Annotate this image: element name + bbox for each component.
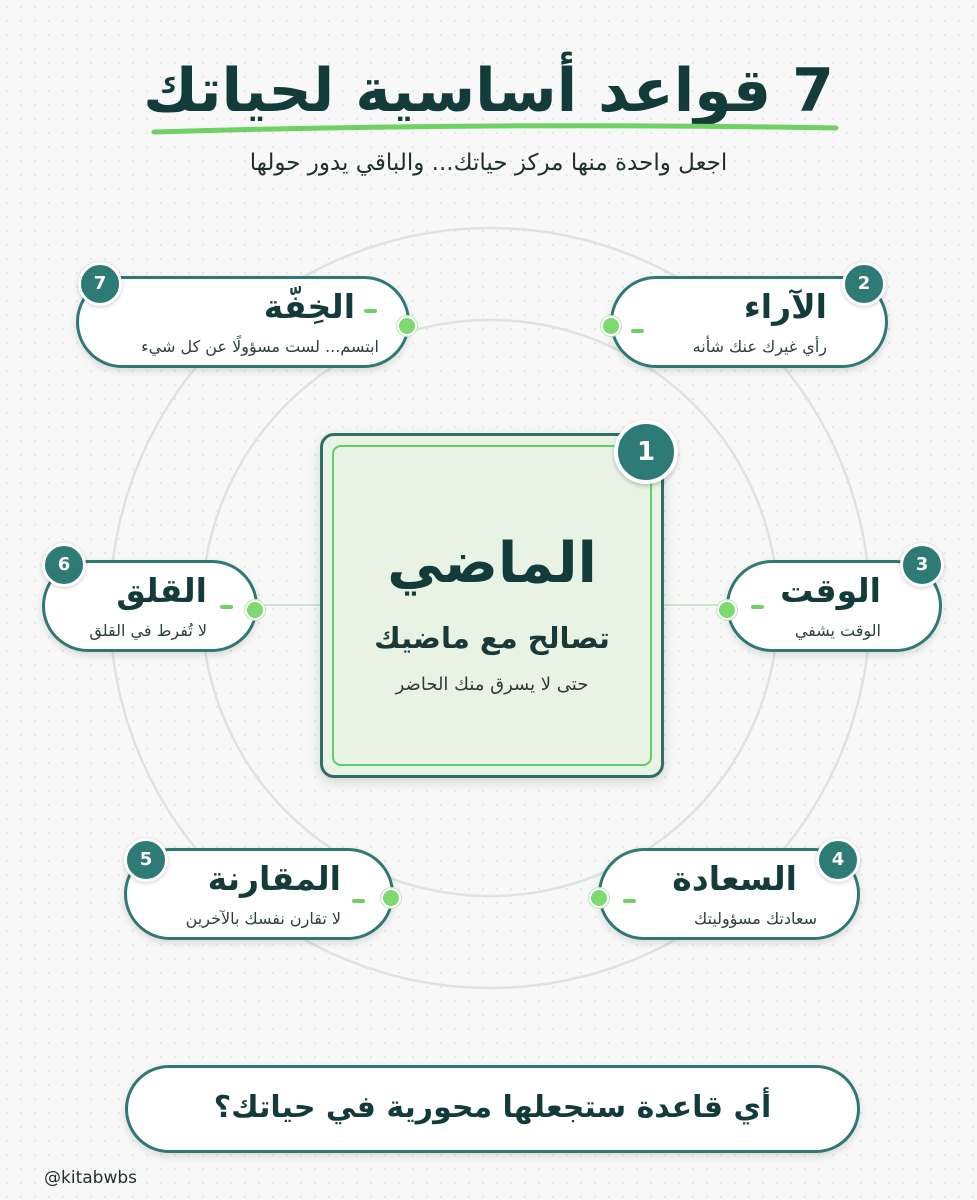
rule-number-badge: 2	[842, 262, 886, 306]
rule-subtitle: الوقت يشفي	[794, 621, 881, 640]
center-rule-card	[320, 433, 664, 778]
rule-title: المقارنة	[207, 859, 341, 898]
connector-dash	[751, 605, 764, 609]
rule-number-badge: 4	[816, 838, 860, 882]
page-title: 7 قواعد أساسية لحياتك	[143, 56, 834, 126]
rule-title: الوقت	[780, 571, 881, 610]
center-rule-title: الماضي	[387, 531, 597, 596]
rule-subtitle: لا تُفرط في القلق	[89, 621, 207, 640]
rule-subtitle: ابتسم... لست مسؤولًا عن كل شيء	[141, 337, 379, 356]
rule-card-7	[76, 276, 410, 368]
rule-number-badge: 3	[900, 543, 944, 587]
rule-subtitle: رأي غيرك عنك شأنه	[692, 337, 827, 356]
connector-dash	[631, 329, 644, 333]
question-banner	[125, 1065, 860, 1153]
connector-dash	[364, 309, 377, 313]
rule-subtitle: لا تقارن نفسك بالآخرين	[185, 909, 341, 928]
connector-dash	[623, 899, 636, 903]
connector-dash	[352, 899, 365, 903]
connector-dot	[717, 600, 737, 620]
question-text: أي قاعدة ستجعلها محورية في حياتك؟	[213, 1090, 772, 1125]
rule-subtitle: سعادتك مسؤوليتك	[694, 909, 817, 928]
page-subtitle: اجعل واحدة منها مركز حياتك... والباقي يدور حولها	[249, 150, 728, 176]
rule-number-badge: 6	[42, 543, 86, 587]
connector-dash	[220, 605, 233, 609]
rule-title: الخِفّة	[263, 287, 355, 326]
rule-title: القلق	[116, 571, 207, 610]
title-underline	[150, 118, 840, 142]
connector-dot	[601, 316, 621, 336]
center-rule-subtitle: تصالح مع ماضيك	[374, 621, 610, 655]
connector-dot	[245, 600, 265, 620]
connector-dot	[381, 888, 401, 908]
rule-number-badge: 5	[124, 838, 168, 882]
rule-number-badge: 7	[78, 262, 122, 306]
center-inner-frame	[332, 445, 652, 766]
author-handle: @kitabwbs	[44, 1168, 137, 1188]
rule-title: الآراء	[743, 287, 827, 326]
rule-title: السعادة	[672, 859, 797, 898]
connector-dot	[589, 888, 609, 908]
center-number-badge: 1	[614, 420, 678, 484]
connector-dot	[397, 316, 417, 336]
center-rule-note: حتى لا يسرق منك الحاضر	[395, 674, 589, 695]
